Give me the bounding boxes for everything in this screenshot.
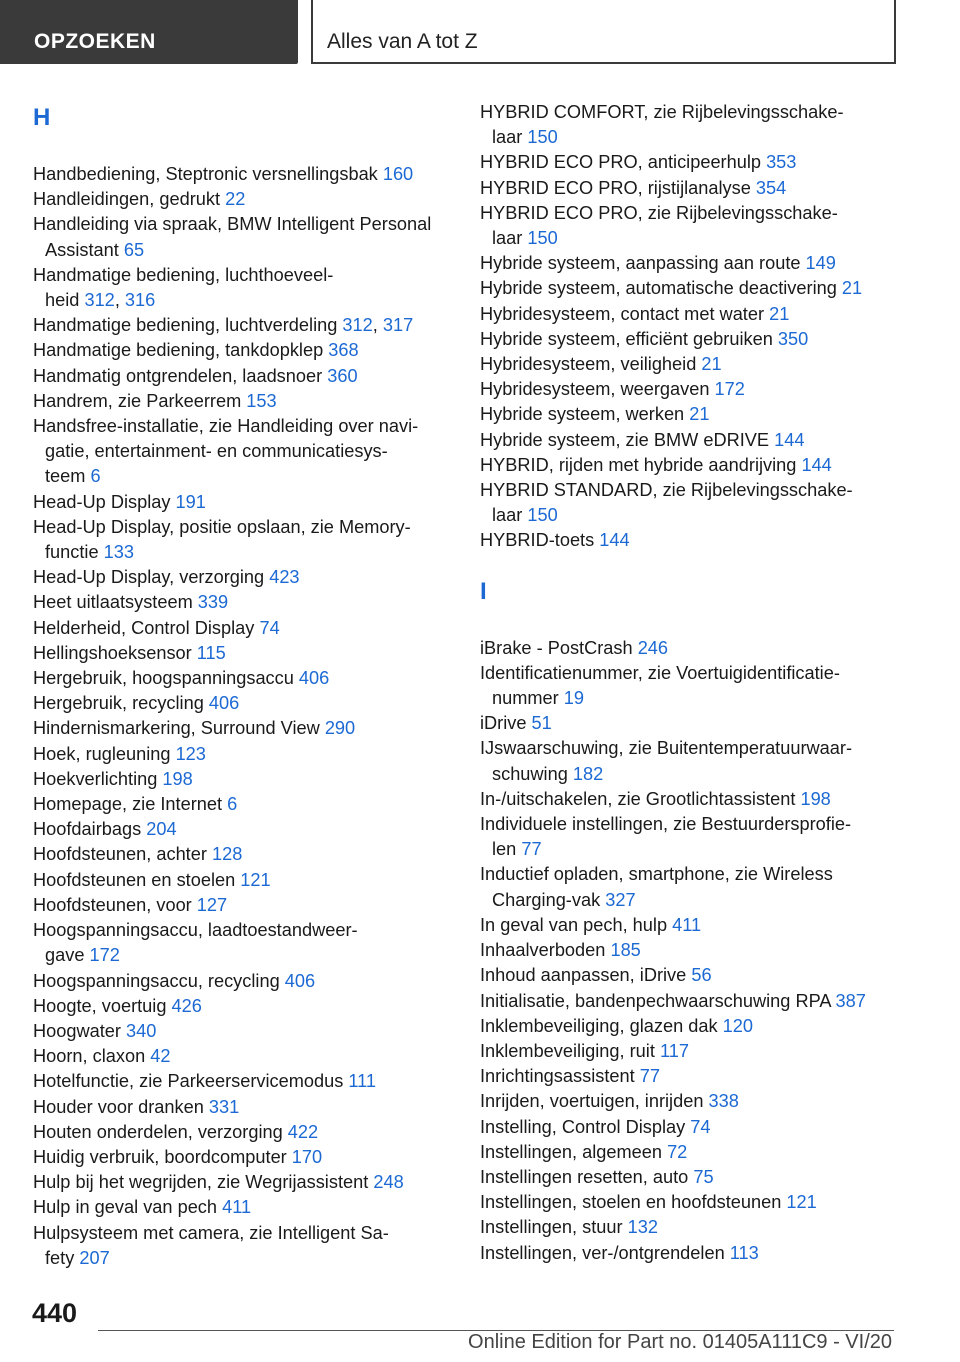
entry-text: teem [45, 466, 91, 487]
page-link[interactable]: 350 [777, 328, 809, 349]
index-entry [33, 666, 453, 691]
entry-text: Inhaalverboden [480, 940, 611, 961]
index-entry [33, 994, 453, 1019]
page-link[interactable]: 172 [714, 379, 745, 400]
index-entry [33, 969, 453, 994]
entry-text: Hybride systeem, efficiënt gebruiken [480, 328, 778, 349]
index-entry [33, 1170, 453, 1195]
page-link[interactable]: 160 [382, 164, 414, 184]
index-entry [33, 414, 453, 490]
page-link[interactable]: 317 [382, 315, 414, 336]
page-link[interactable]: 248 [373, 1172, 404, 1193]
index-entry [480, 636, 900, 661]
index-entry [480, 377, 900, 402]
entry-text: Instellingen, ver-/ontgrendelen [480, 1242, 730, 1263]
entry-text: len [492, 839, 522, 860]
entry-text: Huidig verbruik, boordcomputer [33, 1146, 292, 1167]
entry-text: gave [45, 945, 90, 966]
page-link[interactable]: 56 [691, 965, 712, 986]
entry-text: HYBRID ECO PRO, rijstijlanalyse [480, 177, 756, 198]
page-link[interactable]: 354 [755, 177, 787, 198]
page-link[interactable]: 426 [171, 995, 202, 1016]
index-entry [33, 187, 453, 212]
entry-text: Handrem, zie Parkeerrem [33, 390, 247, 411]
entry-text: Hoofdsteunen, voor [33, 894, 197, 915]
entry-text: Hindernismarkering, Surround View [33, 718, 325, 739]
entry-text: Hybride systeem, zie BMW eDRIVE [480, 429, 775, 450]
page-link[interactable]: 77 [639, 1066, 660, 1087]
page-link[interactable]: 387 [835, 990, 866, 1011]
index-entry [480, 1215, 900, 1240]
index-entry [480, 100, 900, 150]
page-link[interactable]: 182 [572, 763, 604, 784]
entry-text: Handmatig ontgrendelen, laadsnoer [33, 365, 328, 386]
index-entry [480, 478, 900, 528]
page-link[interactable]: 6 [227, 794, 238, 815]
page-link[interactable]: 331 [208, 1096, 240, 1117]
page-link[interactable]: 120 [722, 1015, 754, 1036]
index-entry [33, 515, 453, 565]
page-link[interactable]: 312 [84, 290, 115, 311]
page-link[interactable]: 75 [693, 1166, 714, 1187]
entry-text: Charging-vak [492, 889, 606, 910]
index-entry [480, 1064, 900, 1089]
entry-text: HYBRID STANDARD, zie Rijbelevingsschake- [480, 480, 853, 501]
index-entry [480, 453, 900, 478]
entry-text: Handmatige bediening, luchthoeveel- [33, 264, 334, 285]
index-entry [33, 338, 453, 363]
section-title: Alles van A tot Z [311, 0, 896, 64]
page-link[interactable]: 74 [259, 617, 280, 638]
entry-text: Identificatienummer, zie Voertuigidentificatie- [480, 662, 840, 683]
entry-text: Hybride systeem, aanpassing aan route [480, 253, 806, 274]
page-link[interactable]: 411 [672, 914, 702, 935]
index-entry [480, 402, 900, 427]
index-entry [33, 1221, 453, 1271]
page-link[interactable]: 411 [222, 1197, 252, 1218]
entry-text: Hoofdsteunen, achter [33, 844, 212, 865]
page-link[interactable]: 133 [103, 542, 134, 563]
entry-text: Houten onderdelen, verzorging [33, 1121, 288, 1142]
entry-text: Hoogspanningsaccu, laadtoestandweer- [33, 920, 358, 941]
entry-text: Inductief opladen, smartphone, zie Wireless [480, 864, 833, 885]
entry-text: IJswaarschuwing, zie Buitentemperatuurwaar- [480, 738, 853, 759]
page-header [0, 0, 960, 66]
entry-text: Hybridesysteem, veiligheid [480, 354, 702, 375]
entry-text: HYBRID, rijden met hybride aandrijving [480, 454, 802, 475]
entry-text: Instellingen resetten, auto [480, 1166, 694, 1187]
entry-text: Head-Up Display, verzorging [33, 567, 270, 588]
entry-text: Instellingen, stuur [480, 1217, 628, 1238]
index-entry: Handmatige bediening, luchtverdeling 312, 317 [33, 315, 414, 336]
index-entry [480, 787, 900, 812]
index-entry [480, 963, 900, 988]
entry-text: Hybride systeem, werken [480, 404, 690, 425]
page-link[interactable]: 74 [690, 1116, 711, 1137]
page-number: 440 [32, 1298, 78, 1328]
page-link[interactable]: 191 [175, 491, 206, 512]
entry-text: Head-Up Display, positie opslaan, zie Memory- [33, 516, 411, 537]
index-entry [480, 1165, 900, 1190]
index-entry [480, 1014, 900, 1039]
entry-text: In-/uitschakelen, zie Grootlichtassistent [480, 788, 801, 809]
index-entry [33, 590, 453, 615]
page-link[interactable]: 340 [126, 1020, 157, 1041]
index-entry [480, 352, 900, 377]
entry-text: Hotelfunctie, zie Parkeerservicemodus [33, 1071, 349, 1092]
index-column-left [33, 100, 453, 1271]
page-link[interactable]: 77 [521, 839, 542, 860]
index-entry [33, 792, 453, 817]
entry-text: Instellingen, stoelen en hoofdsteunen [480, 1192, 787, 1213]
page-link[interactable]: 406 [298, 668, 330, 689]
entry-text: Hoofdsteunen en stoelen [33, 869, 241, 890]
entry-text: HYBRID COMFORT, zie Rijbelevingsschake- [480, 102, 844, 122]
page-link[interactable]: 339 [197, 592, 229, 613]
page-link[interactable]: 150 [527, 127, 558, 148]
page-link[interactable]: 132 [627, 1217, 658, 1238]
index-entry [480, 150, 900, 175]
entry-text: Inrijden, voertuigen, inrijden [480, 1091, 709, 1112]
entry-text: In geval van pech, hulp [480, 914, 673, 935]
index-entry [480, 1190, 900, 1215]
entry-text: Hybride systeem, automatische deactivering [480, 278, 842, 299]
page-link[interactable]: 144 [774, 429, 805, 450]
entry-text: Handmatige bediening, tankdopklep [33, 340, 329, 361]
entry-text: Handleiding via spraak, BMW Intelligent Personal [33, 214, 432, 235]
entry-text: Hellingshoeksensor [33, 642, 197, 663]
index-entry [480, 428, 900, 453]
page-link[interactable]: 423 [269, 567, 300, 588]
index-entry [480, 1241, 900, 1266]
entry-text: laar [492, 127, 528, 148]
index-entry [33, 1044, 453, 1069]
index-entry [480, 327, 900, 352]
index-entry [33, 1019, 453, 1044]
index-entry [33, 817, 453, 842]
page-link[interactable]: 113 [729, 1242, 759, 1263]
entry-text: Inrichtingsassistent [480, 1066, 640, 1087]
entry-text: Individuele instellingen, zie Bestuurdersprofie- [480, 814, 852, 835]
page-link[interactable]: 51 [531, 713, 552, 734]
page-link[interactable]: 170 [291, 1146, 323, 1167]
index-column-right [480, 100, 900, 1266]
index-entry [480, 1115, 900, 1140]
index-entry [480, 1089, 900, 1114]
entry-text: fety [45, 1247, 80, 1268]
page-link[interactable]: 290 [324, 718, 356, 739]
page-link[interactable]: 185 [610, 940, 641, 961]
page-link[interactable]: 111 [348, 1071, 377, 1092]
entry-text: Handmatige bediening, luchtverdeling [33, 315, 343, 336]
entry-text: Houder voor dranken [33, 1096, 209, 1117]
page-link[interactable]: 198 [162, 768, 193, 789]
page-link[interactable]: 353 [766, 152, 797, 173]
index-entry [480, 812, 900, 862]
entry-text: heid [45, 290, 85, 311]
entry-text: Hergebruik, recycling [33, 693, 209, 714]
index-entry [480, 176, 900, 201]
page-link[interactable]: 150 [527, 228, 558, 249]
entry-text: Hoorn, claxon [33, 1046, 151, 1067]
page-link[interactable]: 117 [659, 1040, 689, 1061]
entry-text: iBrake - PostCrash [480, 637, 638, 658]
entry-text: Instellingen, algemeen [480, 1141, 668, 1162]
page-link[interactable]: 360 [327, 365, 358, 386]
entry-text: Hulp in geval van pech [33, 1197, 223, 1218]
index-entry [480, 938, 900, 963]
index-entry [480, 528, 900, 553]
entry-text: Instelling, Control Display [480, 1116, 691, 1137]
page-link[interactable]: 406 [284, 970, 316, 991]
page-link[interactable]: 121 [786, 1192, 817, 1213]
index-entry [480, 913, 900, 938]
entry-text: Hoogte, voertuig [33, 995, 172, 1016]
entry-text: laar [492, 228, 528, 249]
entry-text: Handsfree-installatie, zie Handleiding over navi- [33, 416, 419, 437]
page-link[interactable]: 127 [196, 894, 228, 915]
entry-text: Inklembeveiliging, glazen dak [480, 1015, 723, 1036]
page-link[interactable]: 21 [841, 278, 863, 299]
index-entry [33, 742, 453, 767]
index-entry [480, 1140, 900, 1165]
page-link[interactable]: 123 [175, 743, 206, 764]
page-link[interactable]: 115 [196, 642, 226, 663]
index-entry [480, 661, 900, 711]
entry-list [33, 162, 453, 1271]
entry-text: Homepage, zie Internet [33, 794, 228, 815]
entry-text: Hoogspanningsaccu, recycling [33, 970, 285, 991]
page-link[interactable]: 316 [124, 290, 156, 311]
entry-text: Hulpsysteem met camera, zie Intelligent Sa- [33, 1222, 389, 1243]
index-entry [33, 565, 453, 590]
index-entry [480, 276, 900, 301]
index-entry [33, 1120, 453, 1145]
index-entry [33, 691, 453, 716]
index-letter-i: I [480, 577, 487, 605]
page-link[interactable]: 246 [637, 637, 669, 658]
page-link[interactable]: 65 [123, 239, 145, 260]
index-entry [33, 918, 453, 968]
page-link[interactable]: 338 [708, 1091, 739, 1112]
index-entry: Handmatige bediening, luchthoeveel- heid 312, 316 [33, 264, 334, 311]
index-entry [33, 490, 453, 515]
page-link[interactable]: 19 [563, 688, 584, 709]
index-entry [33, 1145, 453, 1170]
entry-text: schuwing [492, 763, 573, 784]
page-link[interactable]: 21 [689, 404, 710, 425]
page-link[interactable]: 150 [527, 505, 558, 526]
page-link[interactable]: 207 [79, 1247, 110, 1268]
entry-text: HYBRID-toets [480, 530, 600, 551]
page-link[interactable]: 368 [328, 340, 359, 361]
edition-info: Online Edition for Part no. 01405A111C9 - VI/20 [468, 1331, 892, 1353]
entry-text: nummer [492, 688, 564, 709]
page-link[interactable]: 204 [146, 819, 177, 840]
page-link[interactable]: 172 [89, 945, 120, 966]
section-tab: OPZOEKEN [0, 0, 298, 64]
entry-text: Inhoud aanpassen, iDrive [480, 965, 692, 986]
entry-text: Hybridesysteem, contact met water [480, 303, 770, 324]
page-link[interactable]: 149 [805, 253, 836, 274]
index-entry [33, 767, 453, 792]
entry-text: iDrive [480, 713, 532, 734]
entry-text: HYBRID ECO PRO, zie Rijbelevingsschake- [480, 202, 838, 223]
index-entry [33, 1069, 453, 1094]
page-link[interactable]: 406 [208, 693, 240, 714]
page-link[interactable]: 72 [667, 1141, 688, 1162]
index-entry [33, 893, 453, 918]
index-entry [480, 201, 900, 251]
page-link[interactable]: 21 [769, 303, 790, 324]
page-link[interactable]: 422 [287, 1121, 319, 1142]
index-entry [33, 842, 453, 867]
index-entry [480, 711, 900, 736]
page-link[interactable]: 121 [240, 869, 271, 890]
index-entry [480, 302, 900, 327]
entry-text: laar [492, 505, 528, 526]
index-entry [33, 364, 453, 389]
index-entry [480, 251, 900, 276]
entry-text: Hoekverlichting [33, 768, 163, 789]
page-link[interactable]: 22 [225, 189, 246, 210]
entry-text: Hoogwater [33, 1020, 127, 1041]
index-entry [33, 641, 453, 666]
entry-text: Hulp bij het wegrijden, zie Wegrijassistent [33, 1172, 374, 1193]
index-entry [480, 989, 900, 1014]
entry-text: HYBRID ECO PRO, anticipeerhulp [480, 152, 767, 173]
entry-text: Initialisatie, bandenpechwaarschuwing RPA [480, 990, 836, 1011]
index-entry [480, 1039, 900, 1064]
entry-text: gatie, entertainment- en communicatiesys- [45, 441, 388, 462]
entry-text: Helderheid, Control Display [33, 617, 260, 638]
entry-list [480, 636, 900, 1266]
index-entry [33, 868, 453, 893]
entry-text: Inklembeveiliging, ruit [480, 1040, 660, 1061]
page-link[interactable]: 128 [211, 844, 243, 865]
index-entry [480, 862, 900, 912]
index-letter-h: H [33, 104, 51, 131]
page-link[interactable]: 153 [246, 390, 277, 411]
index-entry [33, 616, 453, 641]
entry-text: Assistant [45, 239, 124, 260]
entry-text: functie [45, 542, 104, 563]
index-entry [480, 736, 900, 786]
page-link[interactable]: 42 [150, 1046, 171, 1067]
entry-text: Head-Up Display [33, 491, 176, 512]
entry-text: Hergebruik, hoogspanningsaccu [33, 668, 299, 689]
entry-list-continued [480, 100, 900, 554]
page-link[interactable]: 312 [342, 315, 373, 336]
entry-text: Hybridesysteem, weergaven [480, 379, 715, 400]
entry-text: Hoek, rugleuning [33, 743, 176, 764]
entry-text: Heet uitlaatsysteem [33, 592, 198, 613]
page-link[interactable]: 327 [605, 889, 636, 910]
entry-text: Handleidingen, gedrukt [33, 189, 226, 210]
index-entry [33, 389, 453, 414]
page-link[interactable]: 21 [701, 354, 722, 375]
page-link[interactable]: 198 [800, 788, 831, 809]
page-link[interactable]: 144 [801, 454, 832, 475]
index-entry [33, 212, 453, 262]
index-entry [33, 1195, 453, 1220]
index-entry [33, 1095, 453, 1120]
page-link[interactable]: 6 [90, 466, 101, 487]
entry-text: Hoofdairbags [33, 819, 147, 840]
index-entry [33, 162, 453, 187]
entry-text: Handbediening, Steptronic versnellingsbak [33, 164, 383, 184]
page-link[interactable]: 144 [599, 530, 630, 551]
index-entry [33, 716, 453, 741]
